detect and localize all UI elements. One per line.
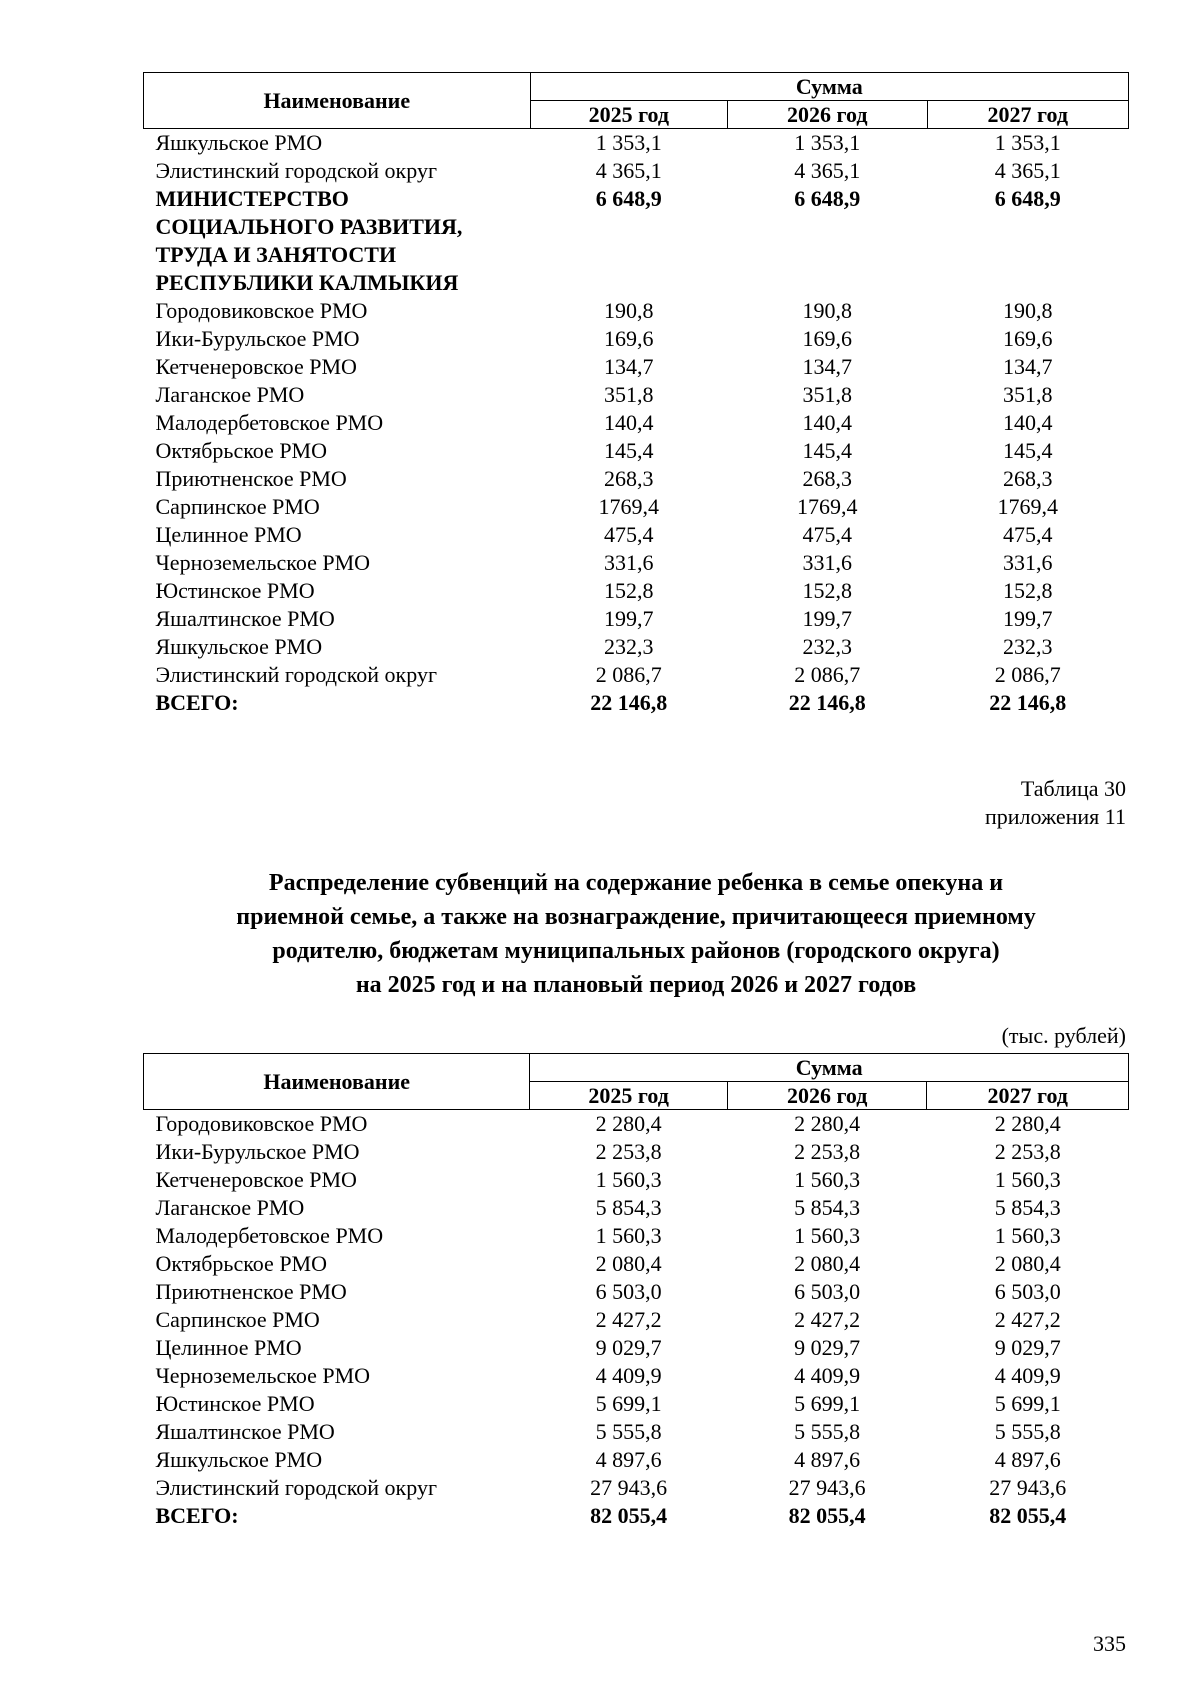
row-value-2026: 1 560,3	[794, 1167, 861, 1192]
row-value-2027: 5 854,3	[994, 1195, 1061, 1220]
table-row	[144, 661, 1129, 689]
table-row-total	[144, 689, 1129, 717]
row-value-2026: 2 080,4	[794, 1251, 861, 1276]
row-name: Октябрьское РМО	[155, 438, 328, 463]
row-name: ВСЕГО:	[155, 1503, 239, 1528]
row-value-2025: 268,3	[604, 466, 654, 491]
heading-line: родителю, бюджетам муниципальных районов (городского округа)	[272, 938, 1000, 964]
row-value-2026: 2 253,8	[794, 1139, 861, 1164]
column-header-sum: Сумма	[530, 1054, 1129, 1082]
row-value-2025: 4 897,6	[595, 1447, 662, 1472]
row-value-2025: 169,6	[604, 326, 654, 351]
row-value-2027: 2 427,2	[994, 1307, 1061, 1332]
appendix-number: приложения 11	[984, 804, 1126, 829]
row-value-2025: 2 080,4	[595, 1251, 662, 1276]
table-row	[144, 1418, 1129, 1446]
row-name: МИНИСТЕРСТВО СОЦИАЛЬНОГО РАЗВИТИЯ, ТРУДА И ЗАНЯТОСТИ РЕСПУБЛИКИ КАЛМЫКИЯ	[155, 186, 463, 295]
row-value-2026: 145,4	[802, 438, 853, 463]
table-row	[144, 381, 1129, 409]
row-value-2027: 134,7	[1003, 354, 1053, 379]
table-row	[144, 577, 1129, 605]
row-value-2026: 134,7	[802, 354, 853, 379]
heading-line: Распределение субвенций на содержание ребенка в семье опекуна и	[268, 870, 1004, 896]
table-body	[144, 1110, 1129, 1531]
row-value-2025: 2 427,2	[595, 1307, 662, 1332]
row-name: Целинное РМО	[155, 1335, 302, 1360]
table-row	[144, 1110, 1129, 1139]
row-name: Городовиковское РМО	[155, 1111, 368, 1136]
row-name: Сарпинское РМО	[155, 1307, 320, 1332]
row-value-2027: 140,4	[1003, 410, 1053, 435]
table-row	[144, 325, 1129, 353]
row-value-2026: 331,6	[802, 550, 853, 575]
row-value-2025: 2 280,4	[595, 1111, 662, 1136]
row-value-2027: 190,8	[1003, 298, 1053, 323]
row-value-2027: 199,7	[1003, 606, 1053, 631]
row-name: Яшкульское РМО	[155, 130, 323, 155]
subvention-table-continued	[143, 72, 1129, 717]
row-value-2025: 190,8	[604, 298, 654, 323]
row-value-2026: 2 086,7	[794, 662, 861, 687]
row-value-2027: 169,6	[1003, 326, 1053, 351]
row-name: Ики-Бурульское РМО	[155, 326, 360, 351]
row-name: Черноземельское РМО	[155, 550, 371, 575]
row-value-2025: 1 560,3	[595, 1223, 662, 1248]
row-value-2025: 5 854,3	[595, 1195, 662, 1220]
row-value-2027: 27 943,6	[989, 1475, 1067, 1500]
row-value-2026: 27 943,6	[788, 1475, 866, 1500]
heading-line: на 2025 год и на плановый период 2026 и 2027 годов	[355, 972, 917, 998]
table-row-ministry	[144, 185, 1129, 297]
column-header-name: Наименование	[144, 73, 531, 129]
row-name: Элистинский городской округ	[155, 1475, 437, 1500]
row-value-2027: 9 029,7	[994, 1335, 1061, 1360]
row-value-2026: 140,4	[802, 410, 853, 435]
row-value-2026: 232,3	[802, 634, 853, 659]
row-name: Яшалтинское РМО	[155, 1419, 335, 1444]
table-row	[144, 633, 1129, 661]
row-value-2025: 134,7	[604, 354, 654, 379]
table-row	[144, 157, 1129, 185]
row-value-2026: 9 029,7	[794, 1335, 861, 1360]
row-value-2026: 1 560,3	[794, 1223, 861, 1248]
table-row	[144, 1306, 1129, 1334]
table-row	[144, 465, 1129, 493]
table-row	[144, 1474, 1129, 1502]
row-value-2025: 2 253,8	[595, 1139, 662, 1164]
row-value-2026: 82 055,4	[788, 1503, 866, 1528]
row-value-2025: 9 029,7	[595, 1335, 662, 1360]
row-name: Кетченеровское РМО	[155, 1167, 357, 1192]
table-row	[144, 521, 1129, 549]
row-value-2025: 199,7	[604, 606, 654, 631]
table-row	[144, 493, 1129, 521]
column-header-sum: Сумма	[530, 73, 1128, 101]
row-value-2026: 475,4	[802, 522, 853, 547]
row-value-2025: 1 560,3	[595, 1167, 662, 1192]
row-value-2025: 4 409,9	[595, 1363, 662, 1388]
table-row	[144, 1166, 1129, 1194]
table-body	[144, 129, 1129, 718]
row-value-2025: 475,4	[604, 522, 654, 547]
table-row	[144, 1222, 1129, 1250]
table-row	[144, 1334, 1129, 1362]
row-value-2025: 1 353,1	[595, 130, 662, 155]
row-name: Ики-Бурульское РМО	[155, 1139, 360, 1164]
row-name: Целинное РМО	[155, 522, 302, 547]
row-value-2025: 4 365,1	[595, 158, 662, 183]
row-value-2027: 152,8	[1003, 578, 1053, 603]
table-row	[144, 437, 1129, 465]
subvention-table-30	[143, 1053, 1129, 1530]
row-value-2025: 27 943,6	[590, 1475, 668, 1500]
table-row	[144, 297, 1129, 325]
table-row	[144, 1138, 1129, 1166]
table-row	[144, 1278, 1129, 1306]
row-value-2025: 22 146,8	[590, 690, 668, 715]
row-value-2027: 2 080,4	[994, 1251, 1061, 1276]
row-value-2026: 5 854,3	[794, 1195, 861, 1220]
row-value-2026: 4 365,1	[794, 158, 861, 183]
row-value-2025: 152,8	[604, 578, 654, 603]
row-value-2027: 4 409,9	[994, 1363, 1061, 1388]
row-name: Лаганское РМО	[155, 1195, 305, 1220]
unit-label: (тыс. рублей)	[1001, 1023, 1126, 1048]
row-value-2027: 82 055,4	[989, 1503, 1067, 1528]
row-value-2026: 22 146,8	[788, 690, 866, 715]
table-row	[144, 1194, 1129, 1222]
column-header-year-2027: 2027 год	[927, 1082, 1129, 1110]
row-value-2027: 1 560,3	[994, 1167, 1061, 1192]
table-number: Таблица 30	[1020, 776, 1126, 801]
row-value-2027: 2 280,4	[994, 1111, 1061, 1136]
row-value-2027: 2 086,7	[994, 662, 1061, 687]
row-name: Черноземельское РМО	[155, 1363, 371, 1388]
row-name: Яшалтинское РМО	[155, 606, 335, 631]
row-name: Приютненское РМО	[155, 466, 347, 491]
row-value-2026: 6 503,0	[794, 1279, 861, 1304]
table-row	[144, 549, 1129, 577]
row-value-2026: 152,8	[802, 578, 853, 603]
table-row	[144, 1362, 1129, 1390]
row-name: Юстинское РМО	[155, 578, 315, 603]
row-value-2027: 1 560,3	[994, 1223, 1061, 1248]
row-value-2026: 190,8	[802, 298, 853, 323]
row-value-2027: 145,4	[1003, 438, 1053, 463]
row-value-2026: 199,7	[802, 606, 853, 631]
row-value-2025: 145,4	[604, 438, 654, 463]
row-name: Лаганское РМО	[155, 382, 305, 407]
row-name: Элистинский городской округ	[155, 158, 437, 183]
row-value-2027: 4 365,1	[994, 158, 1061, 183]
table-row	[144, 353, 1129, 381]
row-value-2025: 1769,4	[598, 494, 660, 519]
heading-line: приемной семье, а также на вознаграждение, причитающееся приемному	[236, 904, 1036, 930]
row-value-2027: 475,4	[1003, 522, 1053, 547]
table-row	[144, 129, 1129, 158]
row-name: Октябрьское РМО	[155, 1251, 328, 1276]
row-value-2027: 1769,4	[997, 494, 1058, 519]
row-name: ВСЕГО:	[155, 690, 239, 715]
row-value-2026: 2 427,2	[794, 1307, 861, 1332]
column-header-year-2027: 2027 год	[927, 101, 1129, 129]
row-value-2026: 4 897,6	[794, 1447, 861, 1472]
column-header-year-2026: 2026 год	[727, 1082, 927, 1110]
row-name: Городовиковское РМО	[155, 298, 368, 323]
row-name: Кетченеровское РМО	[155, 354, 357, 379]
row-value-2027: 6 503,0	[994, 1279, 1061, 1304]
row-value-2027: 22 146,8	[989, 690, 1067, 715]
row-value-2027: 232,3	[1003, 634, 1053, 659]
row-value-2027: 1 353,1	[994, 130, 1061, 155]
row-value-2027: 331,6	[1003, 550, 1053, 575]
row-value-2027: 268,3	[1003, 466, 1053, 491]
row-value-2025: 331,6	[604, 550, 654, 575]
row-name: Яшкульское РМО	[155, 1447, 323, 1472]
row-value-2027: 5 699,1	[994, 1391, 1061, 1416]
row-name: Элистинский городской округ	[155, 662, 437, 687]
row-name: Сарпинское РМО	[155, 494, 320, 519]
row-value-2025: 351,8	[604, 382, 654, 407]
row-name: Юстинское РМО	[155, 1391, 315, 1416]
row-value-2025: 140,4	[604, 410, 654, 435]
table-row-total	[144, 1502, 1129, 1530]
table-row	[144, 1390, 1129, 1418]
table-heading	[143, 866, 1129, 1002]
row-value-2026: 6 648,9	[794, 186, 861, 211]
row-value-2026: 5 699,1	[794, 1391, 861, 1416]
row-value-2026: 1769,4	[797, 494, 858, 519]
row-value-2025: 5 555,8	[595, 1419, 662, 1444]
row-name: Приютненское РМО	[155, 1279, 347, 1304]
row-value-2026: 5 555,8	[794, 1419, 861, 1444]
row-value-2027: 2 253,8	[994, 1139, 1061, 1164]
column-header-name: Наименование	[144, 1054, 530, 1110]
row-value-2026: 4 409,9	[794, 1363, 861, 1388]
row-value-2026: 169,6	[802, 326, 853, 351]
row-name: Яшкульское РМО	[155, 634, 323, 659]
row-value-2025: 82 055,4	[590, 1503, 668, 1528]
row-value-2025: 6 503,0	[595, 1279, 662, 1304]
row-value-2025: 5 699,1	[595, 1391, 662, 1416]
row-name: Малодербетовское РМО	[155, 1223, 384, 1248]
table-row	[144, 409, 1129, 437]
table-row	[144, 1446, 1129, 1474]
column-header-year-2025: 2025 год	[530, 1082, 728, 1110]
row-value-2025: 2 086,7	[595, 662, 662, 687]
column-header-year-2025: 2025 год	[530, 101, 727, 129]
row-value-2025: 232,3	[604, 634, 654, 659]
table-reference	[985, 775, 1126, 831]
row-value-2025: 6 648,9	[595, 186, 662, 211]
row-value-2027: 5 555,8	[994, 1419, 1061, 1444]
row-value-2027: 4 897,6	[994, 1447, 1061, 1472]
table-row	[144, 1250, 1129, 1278]
row-value-2026: 1 353,1	[794, 130, 861, 155]
row-value-2026: 268,3	[802, 466, 853, 491]
row-name: Малодербетовское РМО	[155, 410, 384, 435]
row-value-2027: 351,8	[1003, 382, 1053, 407]
table-row	[144, 605, 1129, 633]
row-value-2026: 351,8	[802, 382, 853, 407]
page-number: 335	[1093, 1631, 1126, 1656]
column-header-year-2026: 2026 год	[728, 101, 927, 129]
row-value-2026: 2 280,4	[794, 1111, 861, 1136]
row-value-2027: 6 648,9	[994, 186, 1061, 211]
